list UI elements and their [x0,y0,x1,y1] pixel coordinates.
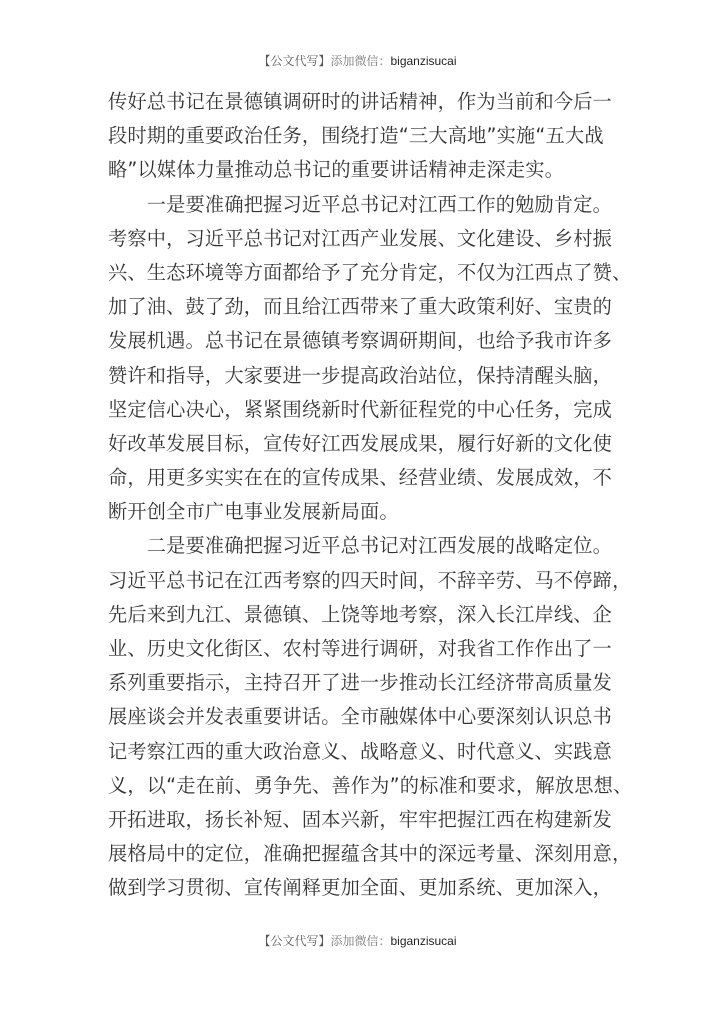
text-line: 传好总书记在景德镇调研时的讲话精神，作为当前和今后一 [108,90,613,113]
footer-contact-label: 添加微信： [330,934,391,948]
text-line: 展座谈会并发表重要讲话。全市融媒体中心要深刻认识总书 [108,705,613,729]
paragraph-heading-line: 一是要准确把握习近平总书记对江西工作的勉励肯定。 [108,192,613,216]
header-tag: 【公文代写】 [258,54,331,68]
text-line: 段时期的重要政治任务，围绕打造“三大高地”实施“五大战 [108,124,604,148]
page-footer [0,932,715,949]
text-line: 业、历史文化街区、农村等进行调研，对我省工作作出了一 [108,637,613,660]
text-line: 先后来到九江、景德镇、上饶等地考察，深入长江岸线、企 [108,602,613,626]
footer-contact-id: biganzisucai [390,934,457,948]
text-line: 记考察江西的重大政治意义、战略意义、时代意义、实践意 [108,739,613,763]
text-line: 赞许和指导，大家要进一步提高政治站位，保持清醒头脑， [108,363,613,387]
document-body [108,85,633,906]
footer-tag: 【公文代写】 [258,934,331,948]
text-line: 开拓进取，扬长补短、固本兴新，牢牢把握江西在构建新发 [108,807,613,831]
text-line: 坚定信心决心，紧紧围绕新时代新征程党的中心任务，完成 [108,397,613,421]
text-line: 做到学习贯彻、宣传阐释更加全面、更加系统、更加深入， [108,876,613,900]
text-line: 命，用更多实实在在的宣传成果、经营业绩、发展成效，不 [108,466,613,490]
text-line: 断开创全市广电事业发展新局面。 [108,500,399,524]
text-line: 考察中，习近平总书记对江西产业发展、文化建设、乡村振 [108,226,613,250]
text-line: 习近平总书记在江西考察的四天时间，不辞辛劳、马不停蹄， [108,568,632,592]
text-line: 好改革发展目标，宣传好江西发展成果，履行好新的文化使 [108,431,613,455]
text-line: 发展机遇。总书记在景德镇考察调研期间，也给予我市许多 [108,329,613,353]
text-line: 加了油、鼓了劲，而且给江西带来了重大政策利好、宝贵的 [108,295,613,319]
page-header [0,52,715,69]
text-line: 兴、生态环境等方面都给予了充分肯定，不仅为江西点了赞、 [108,260,632,284]
text-line: 义，以“走在前、勇争先、善作为”的标准和要求，解放思想、 [108,773,633,797]
text-line: 展格局中的定位，准确把握蕴含其中的深远考量、深刻用意， [108,842,632,866]
paragraph-heading-line: 二是要准确把握习近平总书记对江西发展的战略定位。 [108,534,613,558]
text-line: 系列重要指示，主持召开了进一步推动长江经济带高质量发 [108,671,613,695]
header-contact-label: 添加微信： [330,54,391,68]
header-contact-id: biganzisucai [390,54,457,68]
text-line: 略”以媒体力量推动总书记的重要讲话精神走深走实。 [108,158,565,182]
